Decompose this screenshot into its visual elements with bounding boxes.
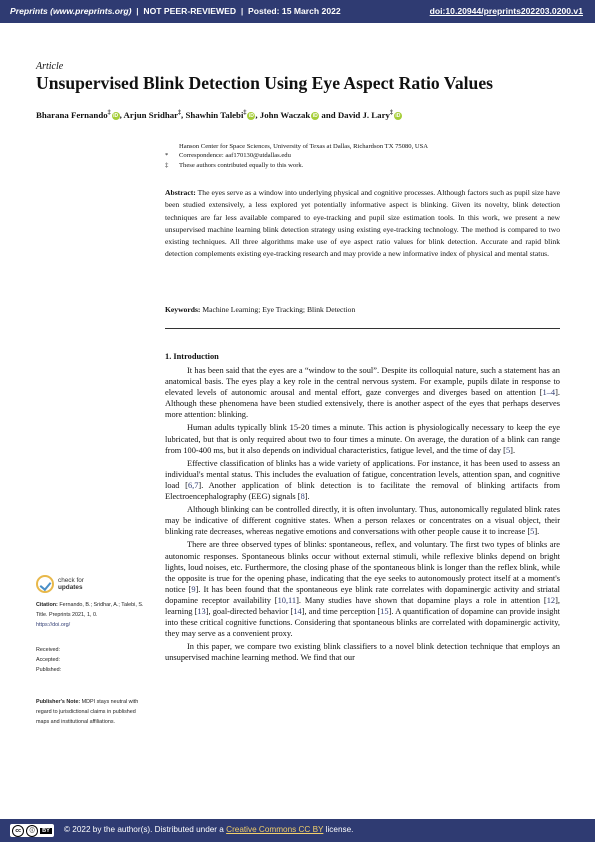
orcid-icon[interactable]: iD <box>113 113 119 119</box>
doi-link[interactable]: doi:10.20944/preprints202203.0200.v1 <box>429 6 583 16</box>
published-label: Published: <box>36 666 62 673</box>
check-for-updates-badge[interactable]: check for updates <box>36 575 84 593</box>
equal-contribution-note: These authors contributed equally to this work. <box>179 161 304 169</box>
orcid-icon[interactable]: iD <box>248 113 254 119</box>
header-left: Preprints (www.preprints.org) | NOT PEER-REVIEWED | Posted: 15 March 2022 <box>10 6 341 16</box>
peer-review-status: NOT PEER-REVIEWED <box>143 6 237 16</box>
license-text: © 2022 by the author(s). Distributed under a Creative Commons CC BY license. <box>64 825 354 834</box>
license-link[interactable]: Creative Commons CC BY <box>226 825 324 834</box>
citation-link[interactable]: 14 <box>293 606 302 616</box>
citation-link[interactable]: 1–4 <box>542 388 556 398</box>
accepted-label: Accepted: <box>36 656 60 663</box>
divider <box>165 328 560 329</box>
check-updates-icon <box>36 575 54 593</box>
abstract-text: The eyes serve as a window into underlying physical and cognitive processes. Although factors such as pupil size have been studied extensively, a less explored yet potentially informative aspect is blinking. Given its novelty, blink detection techniques are far less available compared to eye-tracking and pupil size estimation tools. In this work, we present a new unsupervised machine learning blink detection strategy using existing eye-tracking technology. The method is compared to two existing techniques. All three algorithms make use of eye aspect ratio values for blink detection. Accurate and rapid blink detection complements existing eye-tracking research and may provide a new informative index of physical and mental status. <box>165 188 561 259</box>
citation-doi-link[interactable]: https://doi.org/ <box>36 621 71 628</box>
citation-link[interactable]: 8 <box>300 492 305 502</box>
citation-note: Citation: Fernando, B.; Sridhar, A.; Talebi, S. Title. Preprints 2021, 1, 0. https://doi.org/ <box>36 602 144 628</box>
citation-link[interactable]: 5 <box>530 527 535 537</box>
citation-link[interactable]: 9 <box>191 584 196 594</box>
paragraph: In this paper, we compare two existing blink classifiers to a novel blink detection technique that employs an unsupervised machine learning method. We find that our <box>165 642 560 663</box>
keywords-text: Machine Learning; Eye Tracking; Blink Detection <box>202 305 356 314</box>
paragraph: Human adults typically blink 15-20 times a minute. This action is physiologically necessary to keep the eye lubricated, but that is only required about two to four times a minute. On average, the duration of a blink can range from 100-400 ms, but it also depends on individual characteristics, fatigue level, and the time of day [5]. <box>165 423 560 455</box>
orcid-icon[interactable]: iD <box>395 113 401 119</box>
dates-block <box>36 646 146 675</box>
author-name: John Waczak <box>259 110 311 120</box>
article-type: Article <box>36 61 64 72</box>
cc-by-icon[interactable]: cc ⓘ BY <box>10 824 54 837</box>
citation-link[interactable]: 10,11 <box>277 595 297 605</box>
citation-link[interactable]: 13 <box>197 606 206 616</box>
citation-link[interactable]: 5 <box>505 445 511 455</box>
affiliation: Hanson Center for Space Sciences, University of Texas at Dallas, Richardson TX 75080, USA <box>179 143 429 150</box>
orcid-icon[interactable]: iD <box>312 113 318 119</box>
citation-link[interactable]: 6,7 <box>187 480 199 490</box>
author-name: Bharana Fernando <box>36 110 108 120</box>
received-label: Received: <box>36 647 60 653</box>
section-heading: 1. Introduction <box>165 352 219 361</box>
preprint-header-bar <box>0 0 595 23</box>
paper-title: Unsupervised Blink Detection Using Eye Aspect Ratio Values <box>36 73 493 93</box>
paragraph: Effective classification of blinks has a wide variety of applications. For instance, it has been used to assess an individual's mental status. This includes the evaluation of fatigue, concentration levels, attention span, and cognitive load [6,7]. Another application of blink detection is to facilitate the removal of blinking artifacts from Electroencephalography (EEG) signals [8]. <box>165 458 560 502</box>
author-name: Arjun Sridhar <box>123 110 179 120</box>
paragraph: Although blinking can be controlled directly, it is often involuntary. Thus, autonomically regulated blink rates may be indicative of different cognitive states. When a person relaxes or concentrates on a visual object, their blinking rate decreases, whereas negative emotions and conversations with other people cause it to increase [5]. <box>165 505 560 537</box>
keywords-label: Keywords: <box>165 305 201 314</box>
posted-date: Posted: 15 March 2022 <box>248 6 341 16</box>
paragraph: There are three observed types of blinks: spontaneous, reflex, and voluntary. The first two types of blinks are autonomic responses. Spontaneous blinks occur without external stimuli, while reflexive blinks depend on bright lights, loud noises, etc. Furthermore, the closing phase of the spontaneous blink is longer than the reflex blink, while the opposite is true for the opening phase, indicating that the eye seeks to autonomously protect itself at a moment's notice [9]. It has been found that the spontaneous eye blink rate correlates with dopaminergic activity and striatal dopamine receptor availability [10,11]. Many studies have shown that dopamine plays a role in attention [12], learning [13], goal-directed behavior [14], and time perception [15]. A quantification of dopamine can provide insight into these critical cognitive functions. Considering that spontaneous blinks are correlated with dopaminergic activity, they may serve as a convenient proxy. <box>165 540 560 639</box>
author-list: Bharana Fernando‡ iD , Arjun Sridhar‡, Shawhin Talebi‡ iD , John Waczak iD and David J. Lary‡ iD <box>36 110 401 120</box>
author-name: Shawhin Talebi <box>185 110 244 120</box>
publisher-note: Publisher's Note: MDPI stays neutral with regard to jurisdictional claims in published maps and institutional affiliations. <box>36 699 139 725</box>
license-footer <box>0 819 595 842</box>
abstract-label: Abstract: <box>165 188 196 197</box>
citation-link[interactable]: 15 <box>380 606 389 616</box>
affiliations: Hanson Center for Space Sciences, University of Texas at Dallas, Richardson TX 75080, USA * Correspondence: aaf170130@utdallas.edu ‡ These authors contributed equally to this work. <box>165 143 429 169</box>
keywords <box>165 305 355 314</box>
preprints-brand[interactable]: Preprints (www.preprints.org) <box>10 6 132 16</box>
correspondence: Correspondence: aaf170130@utdallas.edu <box>179 152 291 160</box>
abstract <box>165 187 560 261</box>
citation-link[interactable]: 12 <box>546 595 556 605</box>
author-name: David J. Lary <box>337 110 390 120</box>
body-text <box>165 365 560 663</box>
paragraph: It has been said that the eyes are a “window to the soul”. Despite its colloquial nature, such a statement has an anatomical basis. The eyes play a key role in the central nervous system. For example, pupils dilate in response to elevated levels of autonomic arousal and mental effort, gaze converges and diverges based on attention [1–4]. Although these phenomena have been studied extensively, there is another aspect of the eyes that perhaps deserves more attention: blinking. <box>165 366 560 420</box>
